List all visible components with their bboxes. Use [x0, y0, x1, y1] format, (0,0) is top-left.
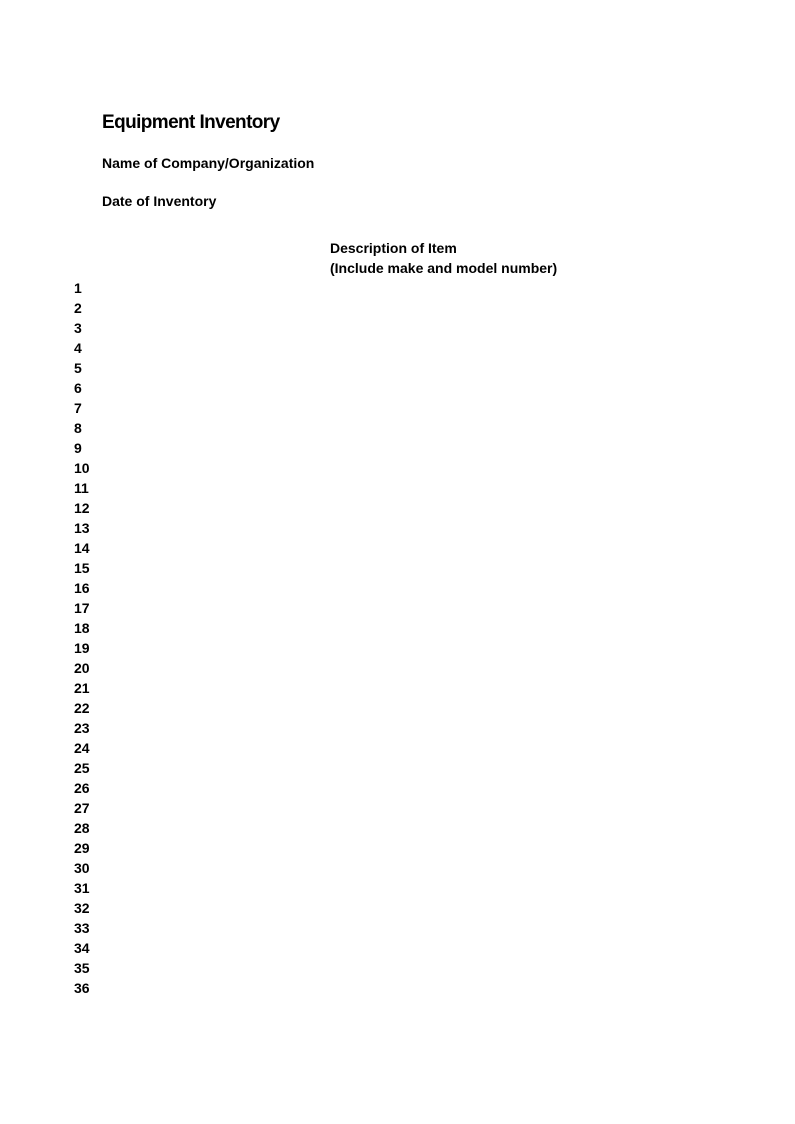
row-number: 10 [74, 460, 90, 476]
row-number: 19 [74, 640, 90, 656]
row-number: 34 [74, 940, 90, 956]
row-number: 29 [74, 840, 90, 856]
description-header-line: Description of Item [330, 240, 457, 256]
row-number: 2 [74, 300, 82, 316]
row-number: 7 [74, 400, 82, 416]
row-number: 28 [74, 820, 90, 836]
row-number: 4 [74, 340, 82, 356]
row-number: 1 [74, 280, 82, 296]
row-number: 35 [74, 960, 90, 976]
row-number: 25 [74, 760, 90, 776]
description-column-header [330, 238, 557, 278]
row-number: 20 [74, 660, 90, 676]
row-number: 27 [74, 800, 90, 816]
row-number: 18 [74, 620, 90, 636]
row-number: 12 [74, 500, 90, 516]
row-number: 17 [74, 600, 90, 616]
row-number: 26 [74, 780, 90, 796]
row-number: 11 [74, 480, 89, 496]
row-number: 8 [74, 420, 82, 436]
row-number: 14 [74, 540, 90, 556]
company-name-label: Name of Company/Organization [102, 155, 315, 171]
row-number: 5 [74, 360, 82, 376]
row-number: 6 [74, 380, 82, 396]
row-number: 9 [74, 440, 82, 456]
row-number: 3 [74, 320, 82, 336]
row-number: 16 [74, 580, 90, 596]
inventory-row-list [74, 278, 90, 998]
row-number: 36 [74, 980, 90, 996]
row-number: 22 [74, 700, 90, 716]
row-number: 21 [74, 680, 90, 696]
row-number: 23 [74, 720, 90, 736]
description-header-note: (Include make and model number) [330, 260, 558, 276]
row-number: 32 [74, 900, 90, 916]
row-number: 33 [74, 920, 90, 936]
row-number: 31 [74, 880, 90, 896]
row-number: 30 [74, 860, 90, 876]
row-number: 24 [74, 740, 90, 756]
document-title: Equipment Inventory [102, 112, 280, 133]
row-number: 13 [74, 520, 90, 536]
inventory-date-label: Date of Inventory [102, 193, 217, 209]
row-number: 15 [74, 560, 90, 576]
